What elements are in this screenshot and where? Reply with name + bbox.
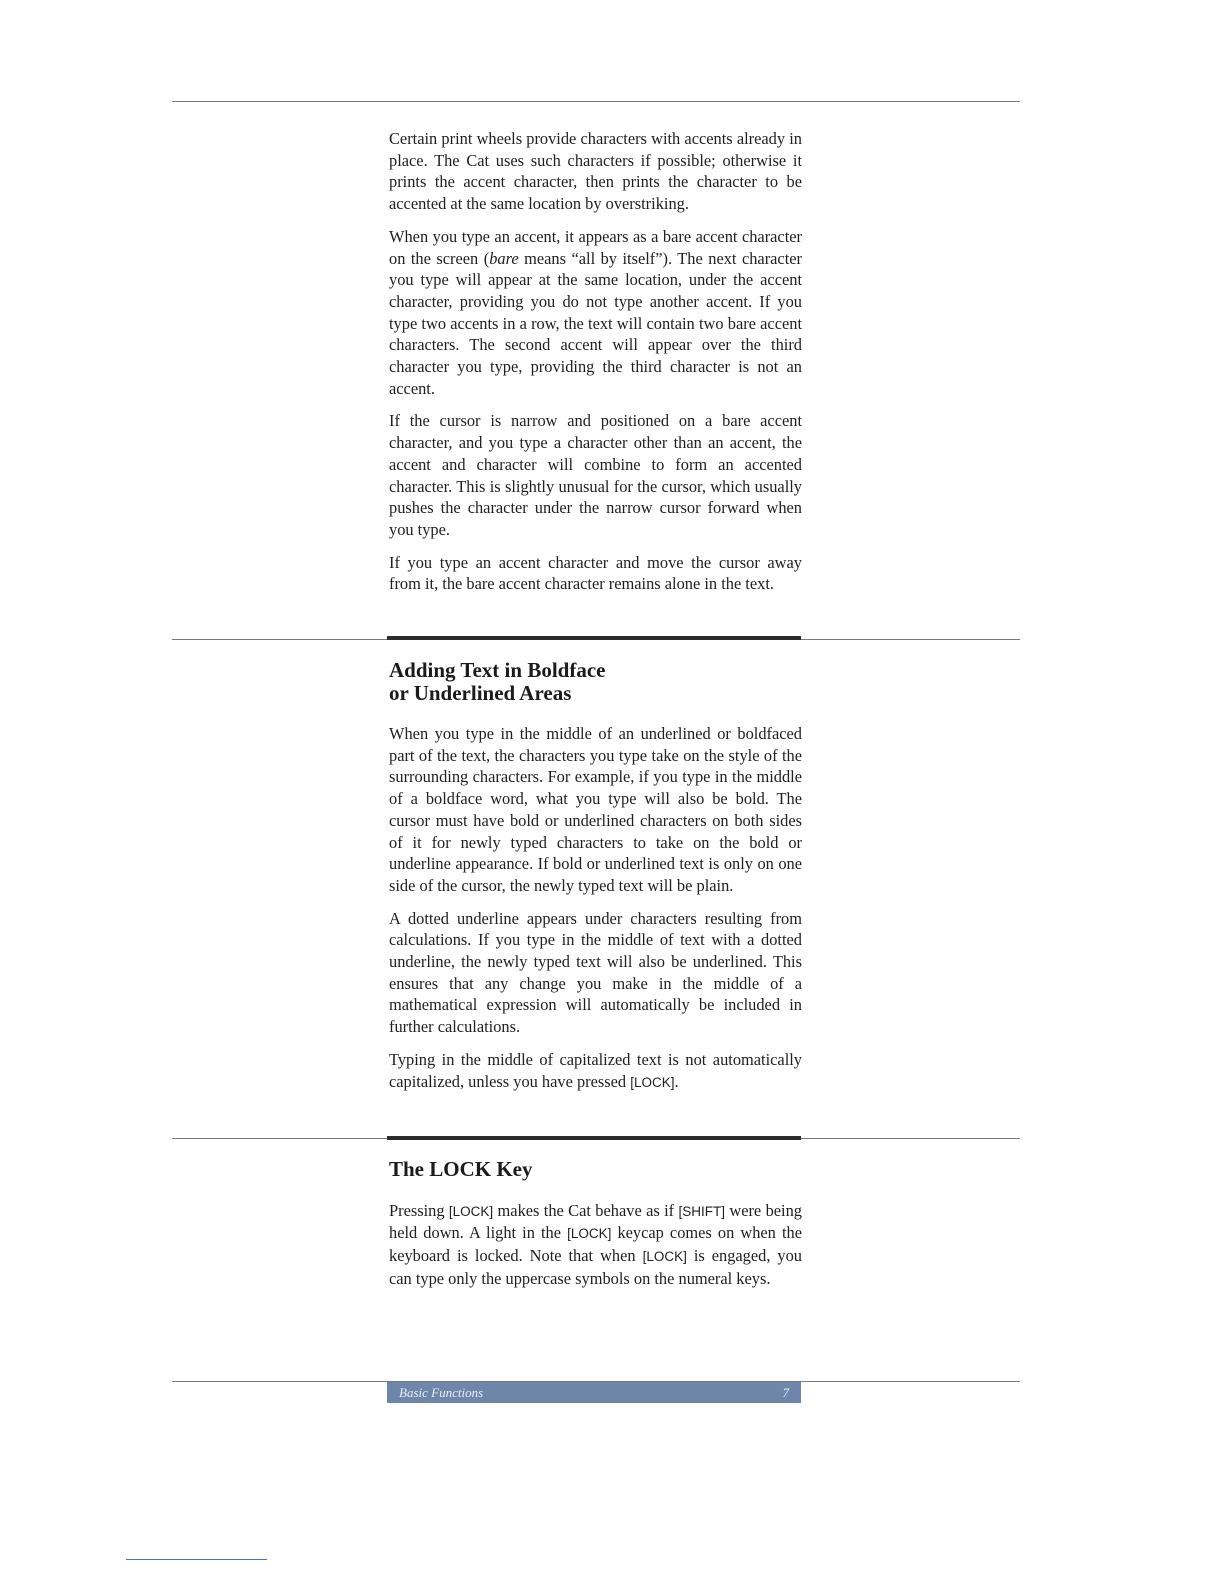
paragraph: If the cursor is narrow and positioned on a bare accent character, and you type a character other than an accent, the accent and character will combine to form an accented character. This is slightly unusual for the cursor, which usually pushes the character under the narrow cursor forward when you type. <box>389 411 802 539</box>
key-name: [LOCK] <box>448 1203 494 1219</box>
section-lock-key <box>389 1158 802 1289</box>
section-rule <box>387 1136 801 1140</box>
section-boldface <box>389 659 802 1093</box>
heading-line: Adding Text in Boldface <box>389 658 606 682</box>
page-footer <box>387 1382 801 1403</box>
paragraph: A dotted underline appears under characters resulting from calculations. If you type in the middle of text with a dotted underline, the newly typed text will also be underlined. This ensures that any change you make in the middle of a mathematical expression will automatically be included in further calculations. <box>389 908 802 1037</box>
paragraph <box>389 1200 802 1290</box>
section-heading: The LOCK Key <box>389 1157 533 1181</box>
text-run: is engaged, you can type only the uppercase symbols on the numeral keys. <box>389 1245 803 1288</box>
text-run: keycap comes on when the keyboard is locked. Note that when <box>389 1223 802 1265</box>
section-accents <box>389 128 802 595</box>
paragraph: When you type in the middle of an underlined or boldfaced part of the text, the characters you type take on the style of the surrounding characters. For example, if you type in the middle of a boldface word, what you type will also be bold. The cursor must have bold or underlined characters on both sides of it for newly typed characters to take on the bold or underline appearance. If bold or underlined text is only on one side of the cursor, the newly typed text will be plain. <box>389 724 802 895</box>
paragraph <box>389 1049 802 1093</box>
heading-line: or Underlined Areas <box>389 680 572 705</box>
text-run: makes the Cat behave as if <box>493 1200 679 1220</box>
key-name: [LOCK] <box>567 1226 612 1242</box>
text-run: When you type an accent, it appears as a bare accent character on the screen ( <box>389 226 802 268</box>
page-number: 7 <box>782 1384 789 1400</box>
section-heading <box>389 659 802 704</box>
paragraph: If you type an accent character and move the cursor away from it, the bare accent character remains alone in the text. <box>389 552 802 594</box>
key-name: [LOCK] <box>630 1074 675 1090</box>
scan-mark <box>126 1559 267 1560</box>
footer-section-title: Basic Functions <box>399 1384 484 1400</box>
text-run: means “all by itself”). The next character you type will appear at the same location, under the accent character, providing you do not type another accent. If you type two accents in a row, the text will contain two bare accent characters. The second accent will appear over the third character you type, providing the third character is not an accent. <box>389 248 802 398</box>
key-name: [SHIFT] <box>678 1203 725 1219</box>
text-run: . <box>674 1071 679 1091</box>
italic-term: bare <box>489 248 519 268</box>
paragraph: Certain print wheels provide characters with accents already in place. The Cat uses such characters if possible; otherwise it prints the accent character, then prints the character to be accented at the same location by overstriking. <box>389 129 802 214</box>
text-run: Pressing <box>389 1200 449 1220</box>
key-name: [LOCK] <box>642 1248 687 1264</box>
paragraph <box>389 226 802 400</box>
text-run: Typing in the middle of capitalized text is not automatically capitalized, unless you have pressed <box>389 1049 802 1091</box>
text-run: were being held down. A light in the <box>389 1200 802 1243</box>
section-rule <box>387 636 801 640</box>
top-rule <box>172 101 1020 102</box>
